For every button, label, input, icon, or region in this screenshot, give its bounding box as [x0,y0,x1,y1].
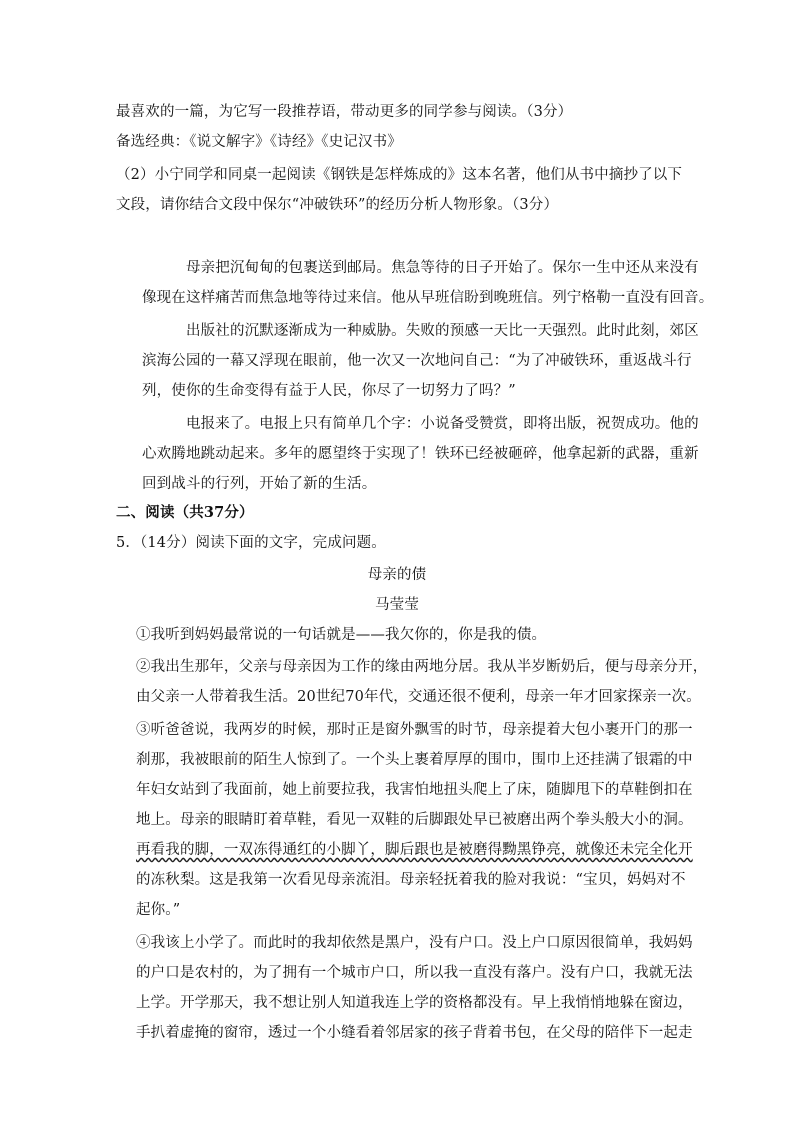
excerpt-paragraph-2-line: 列，使你的生命变得有益于人民，你尽了一切努力了吗？” [142,383,516,399]
excerpt-paragraph-2-line: 出版社的沉默逐渐成为一种威胁。失败的预感一天比一天强烈。此时此刻，郊区 [186,323,699,339]
excerpt-paragraph-1-line: 像现在这样痛苦而焦急地等待过来信。他从早班信盼到晚班信。列宁格勒一直没有回音。 [142,290,714,306]
question-text-line: 最喜欢的一篇，为它写一段推荐语，带动更多的同学参与阅读。（3分） [116,104,573,120]
article-paragraph-3-line: 年妇女站到了我面前，她上前要拉我，我害怕地扭头爬上了床，随脚甩下的草鞋倒扣在 [136,782,693,798]
article-paragraph-3-line: 刹那，我被眼前的陌生人惊到了。一个头上裹着厚厚的围巾，围巾上还挂满了银霜的中 [136,752,693,768]
article-paragraph-3-line: 地上。母亲的眼睛盯着草鞋，看见一双鞋的后脚跟处早已被磨出两个拳头般大小的洞。 [136,812,693,828]
article-paragraph-2-line: 由父亲一人带着我生活。20世纪70年代，交通还很不便利，母亲一年才回家探亲一次。 [136,689,701,705]
classics-options: 备选经典：《说文解字》《诗经》《史记汉书》 [116,134,402,150]
article-author: 马莹莹 [375,597,419,613]
article-paragraph-4-line: 的户口是农村的，为了拥有一个城市户口，所以我一直没有落户。没有户口，我就无法 [136,965,693,981]
excerpt-paragraph-3-line: 电报来了。电报上只有简单几个字：小说备受赞赏，即将出版，祝贺成功。他的 [186,416,699,432]
article-paragraph-2-line: ②我出生那年，父亲与母亲因为工作的缘由两地分居。我从半岁断奶后，便与母亲分开， [136,659,708,675]
article-paragraph-3-line: 的冻秋梨。这是我第一次看见母亲流泪。母亲轻抚着我的脸对我说：“宝贝，妈妈对不 [136,872,686,888]
article-paragraph-1: ①我听到妈妈最常说的一句话就是——我欠你的，你是我的债。 [136,627,547,643]
question-5-prompt: 5．（14分）阅读下面的文字，完成问题。 [116,535,386,551]
article-paragraph-3-line: ③听爸爸说，我两岁的时候，那时正是窗外飘雪的时节，母亲提着大包小裹开门的那一 [136,722,693,738]
article-title: 母亲的债 [367,567,427,583]
question-2-line: （2）小宁同学和同桌一起阅读《钢铁是怎样炼成的》这本名著，他们从书中摘抄了以下 [116,167,683,183]
article-paragraph-4-line: 手扒着虚掩的窗帘，透过一个小缝看着邻居家的孩子背着书包，在父母的陪伴下一起走 [136,1025,693,1041]
excerpt-paragraph-3-line: 心欢腾地跳动起来。多年的愿望终于实现了！铁环已经被砸碎，他拿起新的武器，重新 [142,446,699,462]
excerpt-paragraph-3-line: 回到战斗的行列，开始了新的生活。 [142,476,377,492]
excerpt-paragraph-2-line: 滨海公园的一幕又浮现在眼前，他一次又一次地问自己：“为了冲破铁环，重返战斗行 [142,353,692,369]
article-paragraph-3-underlined-line: 再看我的脚，一双冻得通红的小脚丫，脚后跟也是被磨得黝黑铮亮，就像还未完全化开 [136,842,693,858]
article-paragraph-4-line: ④我该上小学了。而此时的我却依然是黑户，没有户口。没上户口原因很简单，我妈妈 [136,935,693,951]
excerpt-paragraph-1-line: 母亲把沉甸甸的包裹送到邮局。焦急等待的日子开始了。保尔一生中还从来没有 [186,260,699,276]
article-paragraph-3-line: 起你。” [136,902,181,918]
article-paragraph-4-line: 上学。开学那天，我不想让别人知道我连上学的资格都没有。早上我悄悄地躲在窗边， [136,995,693,1011]
question-2-line-continued: 文段，请你结合文段中保尔“冲破铁环”的经历分析人物形象。（3分） [116,197,559,213]
section-heading: 二、阅读（共37分） [116,504,254,521]
